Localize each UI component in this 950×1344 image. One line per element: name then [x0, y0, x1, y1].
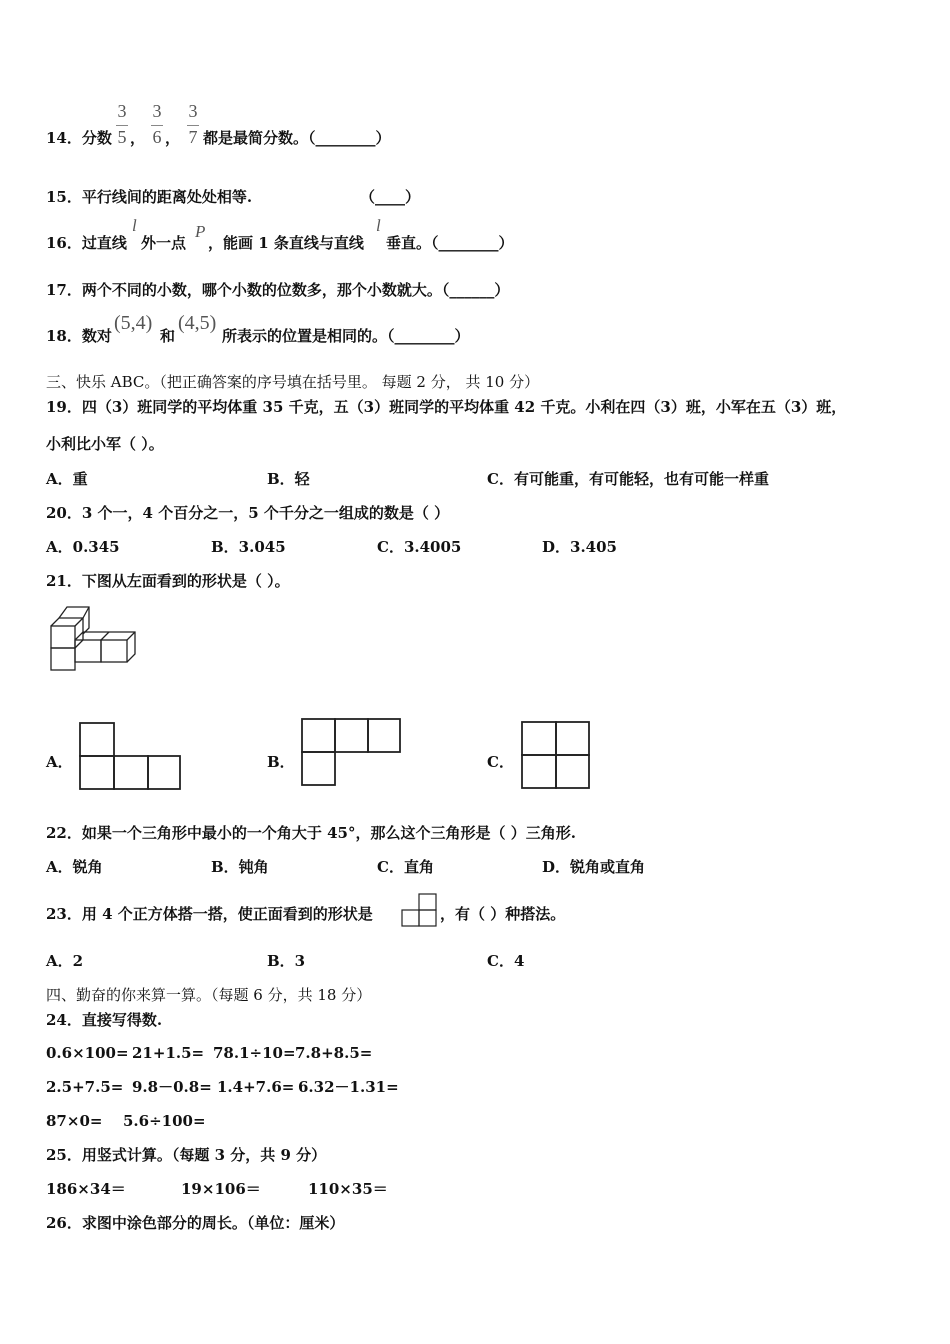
q21-cube-figure — [48, 604, 140, 676]
q21-text: 21．下图从左面看到的形状是（ ）。 — [46, 572, 290, 590]
q14-prefix: 14．分数 — [46, 129, 112, 147]
q24-row2-item2: 9.8－0.8= — [132, 1078, 212, 1096]
q21-option-b[interactable]: B． — [267, 753, 295, 771]
q24-row1-item2: 21+1.5= — [132, 1044, 205, 1062]
q16-part3: ，能画 1 条直线与直线 — [208, 234, 364, 252]
q15-text: 15．平行线间的距离处处相等. — [46, 188, 253, 206]
q24-row2-item1: 2.5+7.5= — [46, 1078, 124, 1096]
q14-sep2: ， — [165, 129, 181, 147]
q16-part1: 16．过直线 — [46, 234, 127, 252]
q21-option-c-figure — [520, 720, 592, 790]
q19-option-c[interactable]: C．有可能重，有可能轻，也有可能一样重 — [487, 470, 769, 488]
q24-row1-item1: 0.6×100= — [46, 1044, 129, 1062]
q21-option-a[interactable]: A． — [46, 753, 73, 771]
q23-part1: 23．用 4 个正方体搭一搭，使正面看到的形状是 — [46, 905, 373, 923]
q24-text: 24．直接写得数. — [46, 1011, 163, 1029]
q22-option-d[interactable]: D．锐角或直角 — [542, 858, 646, 876]
section3-heading: 三、快乐 ABC。（把正确答案的序号填在括号里。 每题 2 分， 共 10 分） — [46, 373, 540, 391]
q22-option-c[interactable]: C．直角 — [377, 858, 434, 876]
q23-option-b[interactable]: B．3 — [267, 952, 306, 970]
q18-pair1: (5,4) — [114, 312, 153, 334]
q19-option-b[interactable]: B．轻 — [267, 470, 310, 488]
q14-frac2-den: 6 — [152, 127, 162, 147]
q24-row2-item4: 6.32－1.31= — [298, 1078, 399, 1096]
q21-option-a-figure — [78, 721, 182, 791]
q22-text: 22．如果一个三角形中最小的一个角大于 45°，那么这个三角形是（ ）三角形. — [46, 824, 576, 842]
q14-frac1-num: 3 — [117, 101, 127, 121]
q25-item2: 19×106＝ — [181, 1180, 261, 1198]
q14-frac3-num: 3 — [188, 101, 198, 121]
q20-option-b[interactable]: B．3.045 — [211, 538, 286, 556]
q16-part2: 外一点 — [141, 234, 187, 252]
q16-point-p: P — [195, 222, 206, 241]
q24-row3-item2: 5.6÷100= — [123, 1112, 206, 1130]
q21-option-b-figure — [300, 717, 402, 787]
q24-row2-item3: 1.4+7.6= — [217, 1078, 295, 1096]
q24-row1-item3: 78.1÷10= — [213, 1044, 296, 1062]
q16-part4: 垂直。（________） — [386, 234, 514, 252]
q26-text: 26．求图中涂色部分的周长。（单位：厘米） — [46, 1214, 345, 1232]
q23-option-c[interactable]: C．4 — [487, 952, 525, 970]
q14-sep1: ， — [130, 129, 146, 147]
q23-front-view-figure — [400, 892, 440, 928]
q14-frac2-bar — [151, 125, 163, 126]
q20-option-d[interactable]: D．3.405 — [542, 538, 617, 556]
q14-frac2-num: 3 — [152, 101, 162, 121]
q23-part2: ，有（ ）种搭法。 — [440, 905, 566, 923]
q18-part3: 所表示的位置是相同的。（________） — [222, 327, 470, 345]
q22-option-b[interactable]: B．钝角 — [211, 858, 269, 876]
q14-frac3-den: 7 — [188, 127, 198, 147]
section4-heading: 四、勤奋的你来算一算。（每题 6 分，共 18 分） — [46, 986, 372, 1004]
q20-text: 20．3 个一，4 个百分之一，5 个千分之一组成的数是（ ） — [46, 504, 450, 522]
q16-line-l2: l — [376, 216, 381, 235]
q14-frac3-bar — [187, 125, 199, 126]
q20-option-c[interactable]: C．3.4005 — [377, 538, 462, 556]
q15-blank: （____） — [360, 188, 421, 206]
q17-text: 17．两个不同的小数，哪个小数的位数多，那个小数就大。（______） — [46, 281, 510, 299]
q18-part2: 和 — [160, 327, 176, 345]
q21-option-c[interactable]: C． — [487, 753, 514, 771]
q19-line1: 19．四（3）班同学的平均体重 35 千克，五（3）班同学的平均体重 42 千克。小利在四（3）班，小军在五（3）班， — [46, 398, 847, 416]
q19-line2: 小利比小军（ ）。 — [46, 435, 164, 453]
q14-frac1-den: 5 — [117, 127, 127, 147]
q20-option-a[interactable]: A．0.345 — [46, 538, 120, 556]
q14-frac1-bar — [116, 125, 128, 126]
q24-row1-item4: 7.8+8.5= — [295, 1044, 373, 1062]
q25-item3: 110×35＝ — [308, 1180, 388, 1198]
q18-part1: 18．数对 — [46, 327, 112, 345]
q18-pair2: (4,5) — [178, 312, 217, 334]
q22-option-a[interactable]: A．锐角 — [46, 858, 103, 876]
q25-text: 25．用竖式计算。（每题 3 分，共 9 分） — [46, 1146, 327, 1164]
q19-option-a[interactable]: A．重 — [46, 470, 88, 488]
q23-option-a[interactable]: A．2 — [46, 952, 84, 970]
q24-row3-item1: 87×0= — [46, 1112, 103, 1130]
q25-item1: 186×34＝ — [46, 1180, 126, 1198]
q16-line-l1: l — [132, 216, 137, 235]
q14-tail: 都是最简分数。（________） — [203, 129, 391, 147]
